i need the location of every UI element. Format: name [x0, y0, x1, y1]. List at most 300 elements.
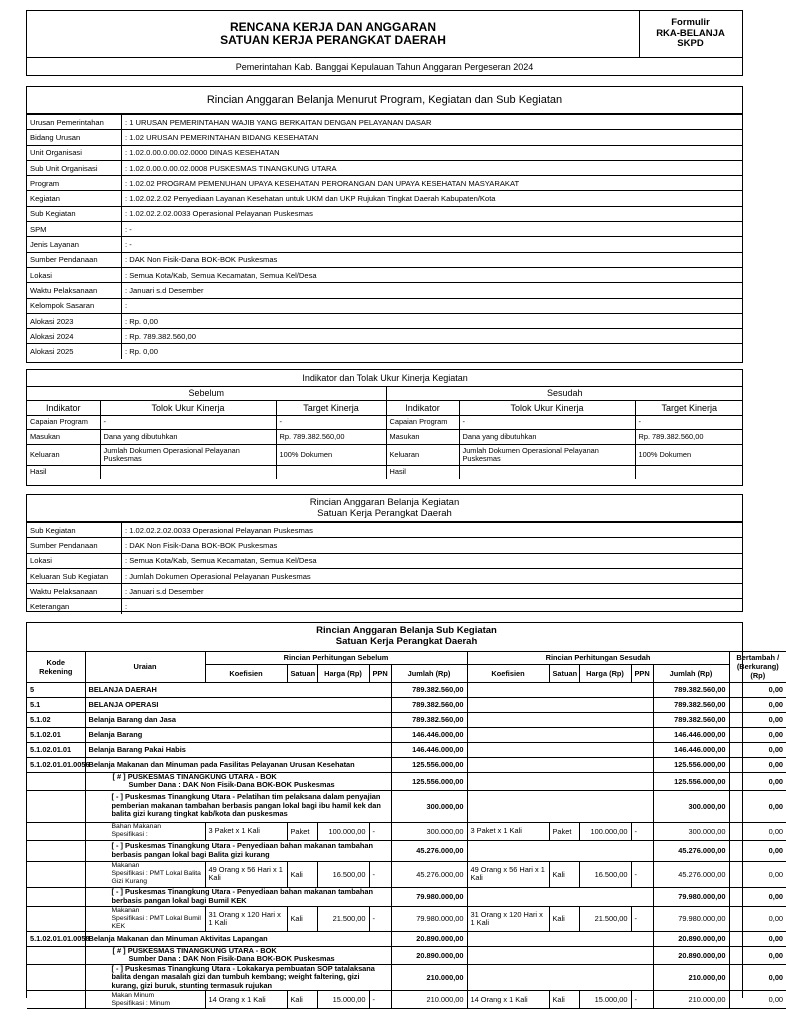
rincian-group-row — [27, 772, 786, 790]
indikator-cell-ind2: Hasil — [386, 465, 459, 479]
program-info-label: Alokasi 2024 — [27, 329, 122, 344]
koefisien-cell: 49 Orang x 56 Hari x 1 Kali — [205, 861, 287, 887]
program-info-row — [27, 329, 742, 344]
ppn-cell: - — [631, 822, 653, 840]
selisih-cell: 0,00 — [729, 964, 786, 991]
jumlah-sesudah-cell: 79.980.000,00 — [653, 906, 729, 931]
form-code-line2: RKA-BELANJA — [656, 27, 725, 39]
indikator-cell-ind2: Capaian Program — [386, 415, 459, 429]
kegiatan-info-row — [27, 584, 742, 599]
empty-cell — [467, 946, 653, 964]
jumlah-sebelum-cell: 146.446.000,00 — [391, 727, 467, 742]
empty-cell — [467, 757, 653, 772]
program-info-label: Program — [27, 176, 122, 191]
program-info-row — [27, 145, 742, 160]
program-info-value: : - — [122, 237, 743, 252]
subgroup-uraian-cell: [ - ] Puskesmas Tinangkung Utara - Penyediaan bahan makanan tambahan berbasis pangan lokal bagi Bumil KEK — [85, 887, 391, 906]
item-name: Makanan — [111, 862, 140, 869]
jumlah-sesudah-cell: 789.382.560,00 — [653, 682, 729, 697]
empty-cell — [467, 964, 653, 991]
kegiatan-section-title — [27, 495, 742, 522]
jumlah-sesudah-cell: 125.556.000,00 — [653, 772, 729, 790]
jumlah-sebelum-cell: 45.276.000,00 — [391, 840, 467, 861]
satuan-cell: Kali — [287, 906, 317, 931]
item-name: Makan Minum — [111, 991, 155, 999]
satuan-cell: Kali — [549, 991, 579, 1009]
kode-cell — [27, 887, 85, 906]
kegiatan-section — [26, 494, 743, 612]
harga-cell: 15.000,00 — [579, 991, 631, 1009]
rincian-summary-row — [27, 727, 786, 742]
jumlah-sesudah-cell: 125.556.000,00 — [653, 757, 729, 772]
selisih-cell: 0,00 — [729, 682, 786, 697]
program-info-row — [27, 252, 742, 267]
selisih-cell: 0,00 — [729, 727, 786, 742]
rincian-item-row — [27, 822, 786, 840]
ppn-cell: - — [369, 991, 391, 1009]
indikator-cell-target2: Rp. 789.382.560,00 — [635, 429, 743, 444]
program-info-value: : 1.02 URUSAN PEMERINTAHAN BIDANG KESEHATAN — [122, 130, 743, 145]
form-code-line1: Formulir — [671, 17, 710, 29]
subgroup-uraian-cell: [ - ] Puskesmas Tinangkung Utara - Pelatihan tim pelaksana dalam penyajian pemberian makanan tambahan berbasis pangan lokal bagi ibu hamil kek dan balita gizi kurang tingkat kab/kota dan puskesmas — [85, 790, 391, 822]
empty-cell — [467, 712, 653, 727]
group-uraian-cell — [85, 946, 391, 964]
jumlah-sebelum-cell: 79.980.000,00 — [391, 906, 467, 931]
jumlah-sesudah-cell: 20.890.000,00 — [653, 931, 729, 946]
rincian-subgroup-row — [27, 840, 786, 861]
indikator-cell-target: - — [276, 415, 386, 429]
program-info-row — [27, 191, 742, 206]
indikator-cell-tolak: Jumlah Dokumen Operasional Pelayanan Puskesmas — [100, 444, 276, 465]
col-target: Target Kinerja — [276, 400, 386, 415]
program-info-row — [27, 313, 742, 328]
kode-cell — [27, 991, 85, 1009]
rincian-summary-row — [27, 931, 786, 946]
ppn-cell: - — [631, 861, 653, 887]
uraian-cell: Belanja Barang Pakai Habis — [85, 742, 391, 757]
col-jumlah: Jumlah (Rp) — [391, 664, 467, 682]
ppn-cell: - — [631, 991, 653, 1009]
empty-cell — [467, 790, 653, 822]
indikator-cell-ind2: Keluaran — [386, 444, 459, 465]
item-uraian-cell — [85, 991, 205, 1009]
col-satuan: Satuan — [287, 664, 317, 682]
koefisien-cell: 14 Orang x 1 Kali — [205, 991, 287, 1009]
jumlah-sesudah-cell: 45.276.000,00 — [653, 861, 729, 887]
indikator-cell-tolak2: Dana yang dibutuhkan — [459, 429, 635, 444]
kegiatan-info-value: : 1.02.02.2.02.0033 Operasional Pelayanan Puskesmas — [122, 523, 743, 538]
program-info-label: Sub Kegiatan — [27, 206, 122, 221]
program-info-label: Alokasi 2023 — [27, 313, 122, 328]
program-info-value: : Rp. 0,00 — [122, 313, 743, 328]
selisih-cell: 0,00 — [729, 757, 786, 772]
item-uraian-cell — [85, 906, 205, 931]
kegiatan-info-value: : Jumlah Dokumen Operasional Pelayanan Puskesmas — [122, 568, 743, 583]
col-koefisien-2: Koefisien — [467, 664, 549, 682]
sesudah-header: Sesudah — [386, 386, 743, 400]
program-info-row — [27, 160, 742, 175]
kode-cell: 5.1 — [27, 697, 85, 712]
program-info-value: : — [122, 298, 743, 313]
program-info-value: : 1.02.02.2.02 Penyediaan Layanan Kesehatan untuk UKM dan UKP Rujukan Tingkat Daerah Kabupaten/Kota — [122, 191, 743, 206]
empty-cell — [467, 742, 653, 757]
group-title: [ # ] PUSKESMAS TINANGKUNG UTARA - BOK — [112, 771, 277, 781]
col-tolak-ukur: Tolok Ukur Kinerja — [100, 400, 276, 415]
rincian-section-title — [27, 623, 786, 651]
program-info-value: : 1.02.02 PROGRAM PEMENUHAN UPAYA KESEHATAN PERORANGAN DAN UPAYA KESEHATAN MASYARAKAT — [122, 176, 743, 191]
program-info-value: : Rp. 0,00 — [122, 344, 743, 359]
indikator-section — [26, 369, 743, 486]
rincian-table — [27, 623, 786, 1009]
indikator-cell-target: Rp. 789.382.560,00 — [276, 429, 386, 444]
rincian-section — [26, 622, 784, 1007]
program-info-label: Lokasi — [27, 267, 122, 282]
kegiatan-info-row — [27, 568, 742, 583]
harga-cell: 21.500,00 — [579, 906, 631, 931]
indikator-table — [27, 370, 743, 479]
rincian-subgroup-row — [27, 790, 786, 822]
koefisien-cell: 49 Orang x 56 Hari x 1 Kali — [467, 861, 549, 887]
jumlah-sesudah-cell: 789.382.560,00 — [653, 697, 729, 712]
indikator-row — [27, 465, 743, 479]
kegiatan-info-value: : Semua Kota/Kab, Semua Kecamatan, Semua Kel/Desa — [122, 553, 743, 568]
indikator-cell-tolak2: - — [459, 415, 635, 429]
program-info-row — [27, 176, 742, 191]
kegiatan-info-value: : Januari s.d Desember — [122, 584, 743, 599]
indikator-cell-target2 — [635, 465, 743, 479]
program-info-label: Jenis Layanan — [27, 237, 122, 252]
program-info-label: Sub Unit Organisasi — [27, 160, 122, 175]
program-info-value: : 1.02.0.00.0.00.02.0008 PUSKESMAS TINANGKUNG UTARA — [122, 160, 743, 175]
program-info-row — [27, 267, 742, 282]
rincian-item-row — [27, 906, 786, 931]
kegiatan-info-row — [27, 538, 742, 553]
kode-cell — [27, 906, 85, 931]
indikator-cell-tolak: Dana yang dibutuhkan — [100, 429, 276, 444]
program-info-value: : 1.02.02.2.02.0033 Operasional Pelayanan Puskesmas — [122, 206, 743, 221]
col-satuan-2: Satuan — [549, 664, 579, 682]
selisih-cell: 0,00 — [729, 712, 786, 727]
selisih-cell: 0,00 — [729, 840, 786, 861]
col-bertambah: Bertambah / (Berkurang) (Rp) — [729, 651, 786, 682]
selisih-cell: 0,00 — [729, 991, 786, 1009]
selisih-cell: 0,00 — [729, 790, 786, 822]
harga-cell: 16.500,00 — [317, 861, 369, 887]
program-info-label: Unit Organisasi — [27, 145, 122, 160]
rincian-summary-row — [27, 682, 786, 697]
program-info-row — [27, 222, 742, 237]
uraian-cell: Belanja Barang — [85, 727, 391, 742]
jumlah-sesudah-cell: 20.890.000,00 — [653, 946, 729, 964]
empty-cell — [467, 727, 653, 742]
form-code — [639, 11, 742, 57]
satuan-cell: Paket — [549, 822, 579, 840]
program-section — [26, 86, 743, 363]
jumlah-sebelum-cell: 20.890.000,00 — [391, 931, 467, 946]
jumlah-sesudah-cell: 300.000,00 — [653, 790, 729, 822]
jumlah-sebelum-cell: 125.556.000,00 — [391, 772, 467, 790]
ppn-cell: - — [369, 822, 391, 840]
harga-cell: 21.500,00 — [317, 906, 369, 931]
jumlah-sebelum-cell: 20.890.000,00 — [391, 946, 467, 964]
selisih-cell: 0,00 — [729, 772, 786, 790]
kegiatan-info-row — [27, 553, 742, 568]
kegiatan-info-row — [27, 523, 742, 538]
jumlah-sebelum-cell: 79.980.000,00 — [391, 887, 467, 906]
col-indikator: Indikator — [27, 400, 100, 415]
indikator-cell-tolak2 — [459, 465, 635, 479]
jumlah-sesudah-cell: 146.446.000,00 — [653, 742, 729, 757]
header-subtitle: Pemerintahan Kab. Banggai Kepulauan Tahun Anggaran Pergeseran 2024 — [27, 57, 742, 76]
program-info-label: Urusan Pemerintahan — [27, 115, 122, 130]
empty-cell — [467, 682, 653, 697]
ppn-cell: - — [369, 861, 391, 887]
uraian-cell: BELANJA DAERAH — [85, 682, 391, 697]
jumlah-sebelum-cell: 789.382.560,00 — [391, 682, 467, 697]
harga-cell: 100.000,00 — [317, 822, 369, 840]
empty-cell — [467, 772, 653, 790]
program-info-value: : Januari s.d Desember — [122, 283, 743, 298]
rincian-summary-row — [27, 697, 786, 712]
subgroup-uraian-cell: [ - ] Puskesmas Tinangkung Utara - Penyediaan bahan makanan tambahan berbasis pangan lokal bagi Balita gizi kurang — [85, 840, 391, 861]
harga-cell: 15.000,00 — [317, 991, 369, 1009]
selisih-cell: 0,00 — [729, 906, 786, 931]
col-jumlah-2: Jumlah (Rp) — [653, 664, 729, 682]
group-uraian-cell — [85, 772, 391, 790]
kegiatan-title-line1: Rincian Anggaran Belanja Kegiatan — [309, 497, 460, 508]
selisih-cell: 0,00 — [729, 742, 786, 757]
jumlah-sesudah-cell: 146.446.000,00 — [653, 727, 729, 742]
item-spec: Spesifikasi : — [111, 831, 148, 838]
koefisien-cell: 3 Paket x 1 Kali — [205, 822, 287, 840]
kode-cell — [27, 946, 85, 964]
selisih-cell: 0,00 — [729, 931, 786, 946]
kode-cell — [27, 840, 85, 861]
koefisien-cell: 3 Paket x 1 Kali — [467, 822, 549, 840]
kegiatan-info-label: Keterangan — [27, 599, 122, 614]
harga-cell: 100.000,00 — [579, 822, 631, 840]
jumlah-sebelum-cell: 300.000,00 — [391, 790, 467, 822]
program-info-row — [27, 344, 742, 359]
program-info-label: Sumber Pendanaan — [27, 252, 122, 267]
program-info-value: : - — [122, 222, 743, 237]
selisih-cell: 0,00 — [729, 946, 786, 964]
rincian-summary-row — [27, 742, 786, 757]
program-info-value: : DAK Non Fisik-Dana BOK-BOK Puskesmas — [122, 252, 743, 267]
item-spec: Spesifikasi : PMT Lokal Bumil KEK — [111, 914, 201, 930]
kode-cell: 5.1.02.01.01.0056 — [27, 757, 85, 772]
program-info-label: SPM — [27, 222, 122, 237]
koefisien-cell: 14 Orang x 1 Kali — [467, 991, 549, 1009]
indikator-cell-tolak2: Jumlah Dokumen Operasional Pelayanan Puskesmas — [459, 444, 635, 465]
program-info-row — [27, 130, 742, 145]
program-info-row — [27, 283, 742, 298]
col-kode-rekening: Kode Rekening — [27, 651, 85, 682]
uraian-cell: Belanja Makanan dan Minuman Aktivitas Lapangan — [85, 931, 391, 946]
ppn-cell: - — [369, 906, 391, 931]
col-rincian-sesudah: Rincian Perhitungan Sesudah — [467, 651, 729, 664]
kegiatan-info-value: : — [122, 599, 743, 614]
program-info-label: Waktu Pelaksanaan — [27, 283, 122, 298]
jumlah-sebelum-cell: 146.446.000,00 — [391, 742, 467, 757]
kode-cell — [27, 861, 85, 887]
kode-cell: 5.1.02.01.01.0058 — [27, 931, 85, 946]
jumlah-sebelum-cell: 45.276.000,00 — [391, 861, 467, 887]
group-sumber-dana: Sumber Dana : DAK Non Fisik-Dana BOK-BOK Puskesmas — [128, 954, 335, 963]
kegiatan-title-line2: Satuan Kerja Perangkat Daerah — [317, 508, 452, 519]
col-ppn-2: PPN — [631, 664, 653, 682]
program-info-row — [27, 115, 742, 130]
satuan-cell: Kali — [549, 861, 579, 887]
indikator-cell-target: 100% Dokumen — [276, 444, 386, 465]
kegiatan-info-label: Sumber Pendanaan — [27, 538, 122, 553]
program-info-label: Bidang Urusan — [27, 130, 122, 145]
kegiatan-info-table — [27, 522, 742, 614]
kegiatan-info-row — [27, 599, 742, 614]
indikator-cell-target2: 100% Dokumen — [635, 444, 743, 465]
uraian-cell: BELANJA OPERASI — [85, 697, 391, 712]
indikator-row — [27, 415, 743, 429]
empty-cell — [467, 840, 653, 861]
col-ppn: PPN — [369, 664, 391, 682]
header-title-line1: RENCANA KERJA DAN ANGGARAN — [229, 20, 436, 34]
selisih-cell: 0,00 — [729, 822, 786, 840]
col-harga: Harga (Rp) — [317, 664, 369, 682]
kode-cell — [27, 772, 85, 790]
satuan-cell: Kali — [549, 906, 579, 931]
empty-cell — [467, 931, 653, 946]
item-spec: Spesifikasi : Minum — [111, 999, 171, 1007]
indikator-cell-ind: Masukan — [27, 429, 100, 444]
col-uraian: Uraian — [85, 651, 205, 682]
rincian-item-row — [27, 991, 786, 1009]
koefisien-cell: 31 Orang x 120 Hari x 1 Kali — [467, 906, 549, 931]
jumlah-sesudah-cell: 45.276.000,00 — [653, 840, 729, 861]
jumlah-sesudah-cell: 210.000,00 — [653, 991, 729, 1009]
indikator-cell-ind2: Masukan — [386, 429, 459, 444]
jumlah-sebelum-cell: 210.000,00 — [391, 991, 467, 1009]
jumlah-sesudah-cell: 79.980.000,00 — [653, 887, 729, 906]
satuan-cell: Kali — [287, 991, 317, 1009]
selisih-cell: 0,00 — [729, 697, 786, 712]
jumlah-sesudah-cell: 300.000,00 — [653, 822, 729, 840]
jumlah-sesudah-cell: 210.000,00 — [653, 964, 729, 991]
rincian-summary-row — [27, 712, 786, 727]
indikator-cell-ind: Hasil — [27, 465, 100, 479]
uraian-cell: Belanja Barang dan Jasa — [85, 712, 391, 727]
col-tolak-ukur-2: Tolok Ukur Kinerja — [459, 400, 635, 415]
program-info-row — [27, 206, 742, 221]
col-indikator-2: Indikator — [386, 400, 459, 415]
jumlah-sebelum-cell: 210.000,00 — [391, 964, 467, 991]
col-target-2: Target Kinerja — [635, 400, 743, 415]
header-title — [27, 11, 640, 57]
program-section-title: Rincian Anggaran Belanja Menurut Program, Kegiatan dan Sub Kegiatan — [27, 87, 742, 114]
kode-cell — [27, 822, 85, 840]
col-rincian-sebelum: Rincian Perhitungan Sebelum — [205, 651, 467, 664]
rincian-subgroup-row — [27, 887, 786, 906]
indikator-cell-tolak — [100, 465, 276, 479]
indikator-row — [27, 429, 743, 444]
jumlah-sesudah-cell: 789.382.560,00 — [653, 712, 729, 727]
rincian-item-row — [27, 861, 786, 887]
group-title: [ # ] PUSKESMAS TINANGKUNG UTARA - BOK — [112, 945, 277, 955]
selisih-cell: 0,00 — [729, 861, 786, 887]
item-spec: Spesifikasi : PMT Lokal Balita Gizi Kurang — [111, 870, 201, 885]
rincian-summary-row — [27, 757, 786, 772]
indikator-cell-target2: - — [635, 415, 743, 429]
program-info-label: Alokasi 2025 — [27, 344, 122, 359]
indikator-cell-ind: Capaian Program — [27, 415, 100, 429]
satuan-cell: Kali — [287, 861, 317, 887]
program-info-row — [27, 237, 742, 252]
program-info-row — [27, 298, 742, 313]
col-koefisien: Koefisien — [205, 664, 287, 682]
jumlah-sebelum-cell: 789.382.560,00 — [391, 697, 467, 712]
program-info-label: Kegiatan — [27, 191, 122, 206]
kegiatan-info-value: : DAK Non Fisik-Dana BOK-BOK Puskesmas — [122, 538, 743, 553]
kode-cell: 5.1.02.01 — [27, 727, 85, 742]
rincian-title-line1: Rincian Anggaran Belanja Sub Kegiatan — [316, 625, 497, 637]
indikator-cell-ind: Keluaran — [27, 444, 100, 465]
empty-cell — [467, 697, 653, 712]
kode-cell — [27, 964, 85, 991]
rincian-title-line2: Satuan Kerja Perangkat Daerah — [335, 635, 478, 647]
ppn-cell: - — [631, 906, 653, 931]
kode-cell: 5.1.02 — [27, 712, 85, 727]
satuan-cell: Paket — [287, 822, 317, 840]
document-header — [26, 10, 743, 76]
kegiatan-info-label: Sub Kegiatan — [27, 523, 122, 538]
subgroup-uraian-cell: [ - ] Puskesmas Tinangkung Utara - Lokakarya pembuatan SOP tatalaksana balita dengan masalah gizi dan tumbuh kembang; weight faltering, gizi kurang, gizi buruk, stunting termasuk rujukan — [85, 964, 391, 991]
item-uraian-cell — [85, 861, 205, 887]
col-harga-2: Harga (Rp) — [579, 664, 631, 682]
selisih-cell: 0,00 — [729, 887, 786, 906]
jumlah-sebelum-cell: 125.556.000,00 — [391, 757, 467, 772]
harga-cell: 16.500,00 — [579, 861, 631, 887]
kegiatan-info-label: Lokasi — [27, 553, 122, 568]
form-code-line3: SKPD — [677, 38, 704, 50]
program-info-value: : Rp. 789.382.560,00 — [122, 329, 743, 344]
kode-cell: 5 — [27, 682, 85, 697]
sebelum-header: Sebelum — [27, 386, 386, 400]
program-info-label: Kelompok Sasaran — [27, 298, 122, 313]
item-name: Bahan Makanan — [111, 823, 162, 830]
koefisien-cell: 31 Orang x 120 Hari x 1 Kali — [205, 906, 287, 931]
indikator-row — [27, 444, 743, 465]
program-info-value: : 1.02.0.00.0.00.02.0000 DINAS KESEHATAN — [122, 145, 743, 160]
indikator-cell-target — [276, 465, 386, 479]
kegiatan-info-label: Keluaran Sub Kegiatan — [27, 568, 122, 583]
program-info-table — [27, 114, 742, 359]
uraian-cell: Belanja Makanan dan Minuman pada Fasilitas Pelayanan Urusan Kesehatan — [85, 757, 391, 772]
program-info-value: : Semua Kota/Kab, Semua Kecamatan, Semua Kel/Desa — [122, 267, 743, 282]
kegiatan-info-label: Waktu Pelaksanaan — [27, 584, 122, 599]
item-name: Makanan — [111, 906, 140, 914]
empty-cell — [467, 887, 653, 906]
header-title-line2: SATUAN KERJA PERANGKAT DAERAH — [220, 33, 446, 47]
jumlah-sebelum-cell: 300.000,00 — [391, 822, 467, 840]
group-sumber-dana: Sumber Dana : DAK Non Fisik-Dana BOK-BOK Puskesmas — [128, 780, 335, 789]
program-info-value: : 1 URUSAN PEMERINTAHAN WAJIB YANG BERKAITAN DENGAN PELAYANAN DASAR — [122, 115, 743, 130]
rincian-subgroup-row — [27, 964, 786, 991]
rincian-group-row — [27, 946, 786, 964]
item-uraian-cell — [85, 822, 205, 840]
jumlah-sebelum-cell: 789.382.560,00 — [391, 712, 467, 727]
kode-cell — [27, 790, 85, 822]
indikator-cell-tolak: - — [100, 415, 276, 429]
indikator-section-title: Indikator dan Tolak Ukur Kinerja Kegiatan — [27, 370, 743, 386]
